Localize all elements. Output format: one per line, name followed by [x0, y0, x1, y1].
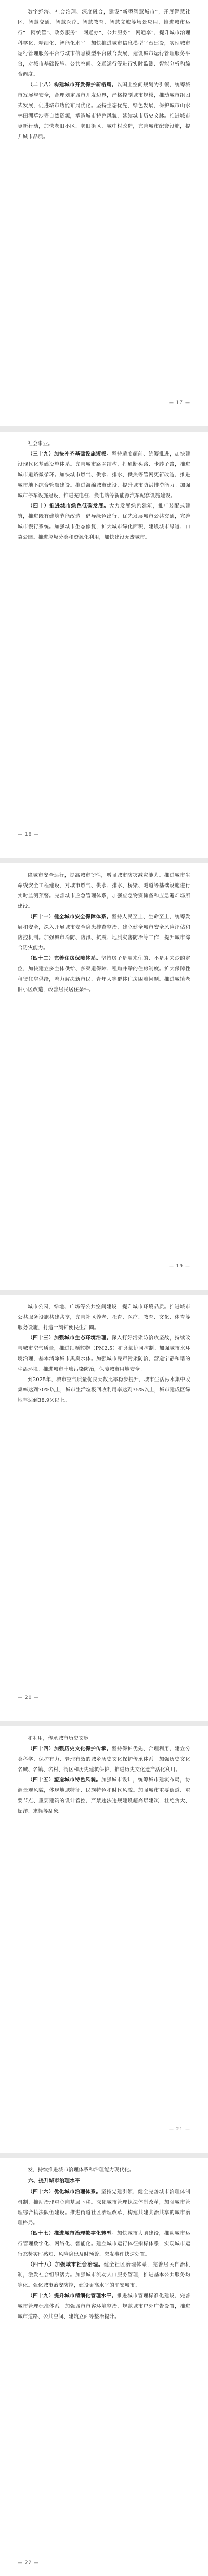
paragraph-text: 城市公园、绿地、广场等公共空间建设，提升城市环境品质。推进城市公共服务设施共建共享，完善社区养老、托育、医疗、教育、文化、体育等服务设施，打造一刻钟便民生活圈。 — [18, 1304, 190, 1331]
paragraph-lead: （四十一）健全城市安全保障体系。 — [28, 914, 112, 920]
page-separator — [0, 1290, 208, 1295]
page-separator — [0, 858, 208, 863]
paragraph — [18, 1744, 190, 1775]
paragraph — [18, 2187, 190, 2229]
page-number: — 18 — — [18, 832, 40, 837]
paragraph-text: 坚持房子是用来住的、不是用来炒的定位，加快建立多主体供给、多渠道保障、租购并举的住房制度。扩大保障性租赁住房供给，着力解决新市民、青年人等群体住房困难问题。推进城镇老旧小区改造，改善居民居住条件。 — [18, 956, 190, 993]
page-body — [18, 1734, 190, 1817]
page-separator — [0, 1721, 208, 1726]
page-body — [18, 439, 190, 543]
page-separator — [0, 2153, 208, 2158]
paragraph-lead: （四十）推进城市绿色低碳发展。 — [28, 503, 109, 509]
paragraph-lead: （三十九）加快补齐基础设施短板。 — [28, 451, 112, 457]
paragraph-text: 加强城市设计，统筹城市建筑布局，协调景观风貌，体现地域特征、民族特色和时代风貌。加强城市重要街道、重要节点、重要建筑的设计管控，严禁违法违规建设超高层建筑，杜绝贪大、媚洋、求怪等乱象。 — [18, 1777, 190, 1814]
page-number: — 20 — — [18, 1695, 40, 1700]
paragraph-text: 数字经济、社会治理、深度融合，建设“新型智慧城市”，开展智慧社区、智慧交通、智慧医疗、智慧教育、智慧文旅等场景应用，推进城市运行“一网统管”、政务服务“一网通办”、公共服务“一网通享”，提升城市治理科学化、精细化、智能化水平。加快推进城市信息模型平台建设，实现城市运行管理服务平台与城市信息模型平台融合发展，建设城市运行管理服务平台，对城市基础设施、公共空间、交通运行等进行实时监测、智能分析和综合调度。 — [18, 9, 190, 77]
paragraph — [18, 1734, 190, 1744]
page-body — [18, 870, 190, 995]
paragraph-text: 坚持保护优先、合理利用，建立分类科学、保护有力、管理有效的城乡历史文化保护传承体系。加强历史文化名城、名镇、名村、街区和历史建筑保护，推进历史文化遗产活化利用。 — [18, 1746, 190, 1773]
page-separator — [0, 426, 208, 432]
paragraph-lead: （四十四）加强历史文化保护传承。 — [28, 1746, 112, 1752]
paragraph-text: 障城市安全运行，提高城市韧性，增强城市防灾减灾能力。推进城市生命线安全工程建设，对城市燃气、供水、排水、桥梁、隧道等基础设施进行实时监测预警。完善城市应急管理体系，加强应急物资储备和应急避难场所建设。 — [18, 873, 190, 909]
paragraph-lead: （四十五）塑造城市特色风貌。 — [28, 1777, 101, 1783]
paragraph-text: 大力发展绿色建筑，推广装配式建筑，推进既有建筑节能改造。倡导绿色出行，优先发展城市公共交通，完善城市慢行系统。加强城市生态修复，扩大城市绿化面积，建设城市绿道、口袋公园。推进垃圾分类和资源化利用，加快建设无废城市。 — [18, 503, 191, 540]
page-number: — 17 — — [168, 400, 190, 406]
paragraph-text: 和利用，传承城市历史文脉。 — [28, 1736, 94, 1741]
paragraph — [18, 2291, 190, 2322]
page-3 — [0, 863, 208, 1290]
paragraph-text: 坚持人民至上、生命至上，统筹发展和安全，深入开展城市安全隐患排查整治，建立健全城市安全风险评估和防控机制。加强城市消防、防汛、抗震、地质灾害防治等工作，提升城市综合防灾能力。 — [18, 914, 190, 951]
paragraph-text: 社会事业。 — [28, 441, 54, 447]
paragraph-lead: （二十八）构建城市开发保护新格局。 — [28, 82, 117, 88]
paragraph — [18, 870, 190, 912]
paragraph — [18, 1775, 190, 1817]
paragraph-lead: （四十三）加强城市生态环境治理。 — [28, 1335, 112, 1341]
page-body — [18, 2165, 190, 2322]
paragraph-lead: （四十九）提升城市精细化管理水平。 — [28, 2293, 117, 2299]
page-body — [18, 7, 190, 142]
paragraph — [18, 2229, 190, 2260]
paragraph — [18, 1302, 190, 1333]
section-heading — [18, 2176, 190, 2187]
paragraph-lead: （四十八）加强城市社会治理。 — [28, 2262, 104, 2268]
paragraph-lead: 六、提升城市治理水平 — [28, 2178, 80, 2184]
paragraph — [18, 912, 190, 954]
paragraph — [18, 80, 190, 142]
paragraph-text: 深入打好污染防治攻坚战，持续改善城市空气质量，推进细颗粒物（PM2.5）和臭氧协同控制。加强城市水环境治理，基本消除城市黑臭水体。加强城市噪声污染防治，营造宁静和谐的生活环境。推进城市土壤污染防治，保障城市用地安全。 — [18, 1335, 190, 1372]
page-body — [18, 1302, 190, 1406]
paragraph — [18, 501, 190, 543]
paragraph-lead: （四十二）完善住房保障体系。 — [28, 956, 101, 961]
paragraph-lead: （四十六）优化城市治理体系。 — [28, 2189, 101, 2195]
page-1 — [0, 0, 208, 426]
paragraph-lead: （四十七）推进城市治理数字化转型。 — [28, 2231, 117, 2236]
page-number: — 21 — — [168, 2127, 190, 2132]
paragraph — [18, 449, 190, 501]
page-4 — [0, 1295, 208, 1721]
paragraph-text: 发，持续推进城市治理体系和治理能力现代化。 — [28, 2167, 135, 2173]
page-number: — 19 — — [168, 1264, 190, 1269]
page-number: — 22 — — [18, 2560, 40, 2566]
paragraph — [18, 2260, 190, 2291]
paragraph-text: 推进城市管理标准化建设，完善城市管理标准体系。加强城市市容环境整治，规范城市户外广告设置，推进城市道路、公共空间、建筑立面等整治提升。 — [18, 2293, 190, 2320]
page-2 — [0, 432, 208, 858]
paragraph — [18, 7, 190, 80]
paragraph — [18, 1375, 190, 1406]
paragraph-text: 健全社区治理体系，完善居民自治机制，激发社会组织活力。加强城市流动人口服务管理，推进基本公共服务均等化。强化城市治安防控，建设更高水平的平安城市。 — [18, 2262, 190, 2288]
paragraph — [18, 954, 190, 995]
paragraph-text: 加快城市大脑建设，推动城市运行管理数字化、网络化、智能化。建立城市运行体征指标体系，实现城市运行态势实时感知、风险隐患及时预警、突发事件快速处置。 — [18, 2231, 190, 2257]
paragraph — [18, 1333, 190, 1375]
paragraph-text: 到2025年，城市空气质量优良天数比率稳步提升，城市生活污水集中收集率达到70%以上，城市生活垃圾回收利用率达到35%以上，城市建成区绿地率达到38.9%以上。 — [18, 1377, 190, 1403]
paragraph — [18, 439, 190, 449]
page-5 — [0, 1726, 208, 2153]
paragraph-text: 坚持党建引领，健全完善城市治理体制机制，推动治理重心向基层下移。深化城市管理执法体制改革，加强城市管理综合执法队伍建设。推进街道社区治理改革，构建共建共治共享的城市治理格局。 — [18, 2189, 190, 2226]
paragraph-text: 坚持适度超前、统筹推进，加快建设现代化基础设施体系。完善城市路网结构，打通断头路、卡脖子路，推进城市道路微循环。加快城市燃气、供水、排水、供热等管网更新改造，推进城市地下综合管廊建设。推进海绵城市建设，提升城市防洪排涝能力。加强城市停车设施建设，推进充电桩、换电站等新能源汽车配套设施建设。 — [18, 451, 190, 499]
page-6 — [0, 2158, 208, 2576]
paragraph — [18, 2165, 190, 2176]
paragraph-text: 以国土空间规划为引领，统筹城市发展与安全，合理划定城市开发边界，严格控制城市规模，推动城市组团式发展，促进城市功能布局优化。坚持生态优先、绿色发展，保护城市山水林田湖草沙等自然资源，塑造城市特色风貌，延续城市历史文脉。推进城市更新行动，加快老旧小区、老旧街区、城中村改造，完善城市配套设施，提升城市品质。 — [18, 82, 190, 140]
